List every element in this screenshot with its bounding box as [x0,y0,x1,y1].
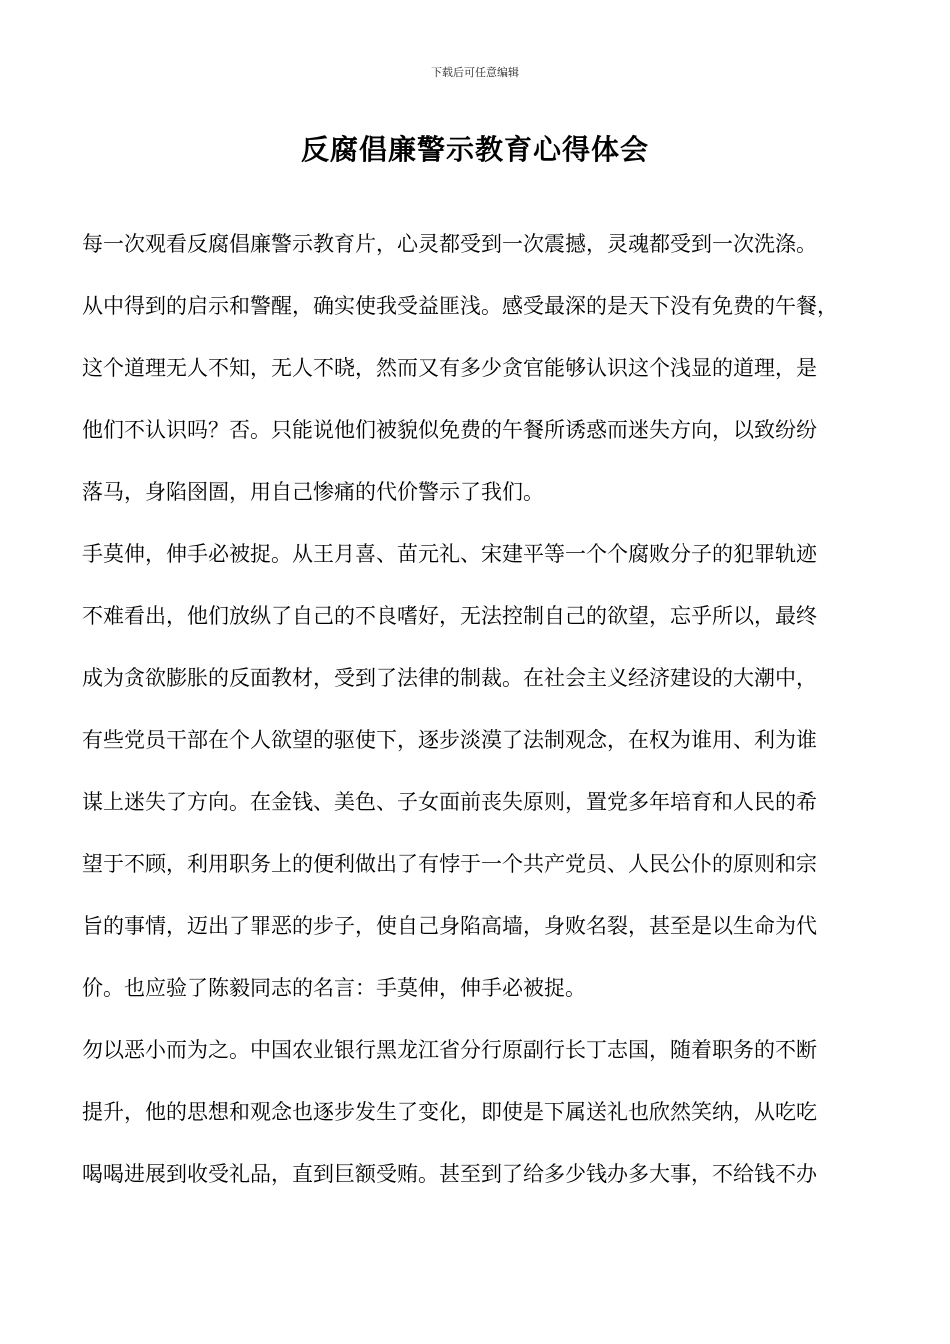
text-line: 望于不顾，利用职务上的便利做出了有悖于一个共产党员、人民公仆的原则和宗 [82,852,817,876]
text-line: 提升，他的思想和观念也逐步发生了变化，即使是下属送礼也欣然笑纳，从吃吃 [82,1100,817,1124]
document-title: 反腐倡廉警示教育心得体会 [300,133,649,166]
text-line: 价。也应验了陈毅同志的名言：手莫伸，伸手必被捉。 [82,976,586,1000]
text-line: 喝喝进展到收受礼品，直到巨额受贿。甚至到了给多少钱办多大事，不给钱不办 [82,1162,817,1186]
text-line: 这个道理无人不知，无人不晓，然而又有多少贪官能够认识这个浅显的道理，是 [82,356,817,380]
text-line: 旨的事情，迈出了罪恶的步子，使自己身陷高墙，身败名裂，甚至是以生命为代 [82,914,817,938]
text-line: 落马，身陷囹圄，用自己惨痛的代价警示了我们。 [82,480,544,504]
text-line: 每一次观看反腐倡廉警示教育片，心灵都受到一次震撼，灵魂都受到一次洗涤。 [82,232,817,256]
text-line: 手莫伸，伸手必被捉。从王月喜、苗元礼、宋建平等一个个腐败分子的犯罪轨迹 [82,542,817,566]
text-line: 有些党员干部在个人欲望的驱使下，逐步淡漠了法制观念，在权为谁用、利为谁 [82,728,817,752]
text-line: 他们不认识吗？否。只能说他们被貌似免费的午餐所诱惑而迷失方向，以致纷纷 [82,418,817,442]
header-note: 下载后可任意编辑 [431,66,519,79]
text-line: 勿以恶小而为之。中国农业银行黑龙江省分行原副行长丁志国，随着职务的不断 [82,1038,817,1062]
text-line: 不难看出，他们放纵了自己的不良嗜好，无法控制自己的欲望，忘乎所以，最终 [82,604,817,628]
text-line: 谋上迷失了方向。在金钱、美色、子女面前丧失原则，置党多年培育和人民的希 [82,790,817,814]
text-line: 从中得到的启示和警醒，确实使我受益匪浅。感受最深的是天下没有免费的午餐， [82,294,838,318]
document-body [82,213,872,1205]
text-line: 成为贪欲膨胀的反面教材，受到了法律的制裁。在社会主义经济建设的大潮中， [82,666,817,690]
